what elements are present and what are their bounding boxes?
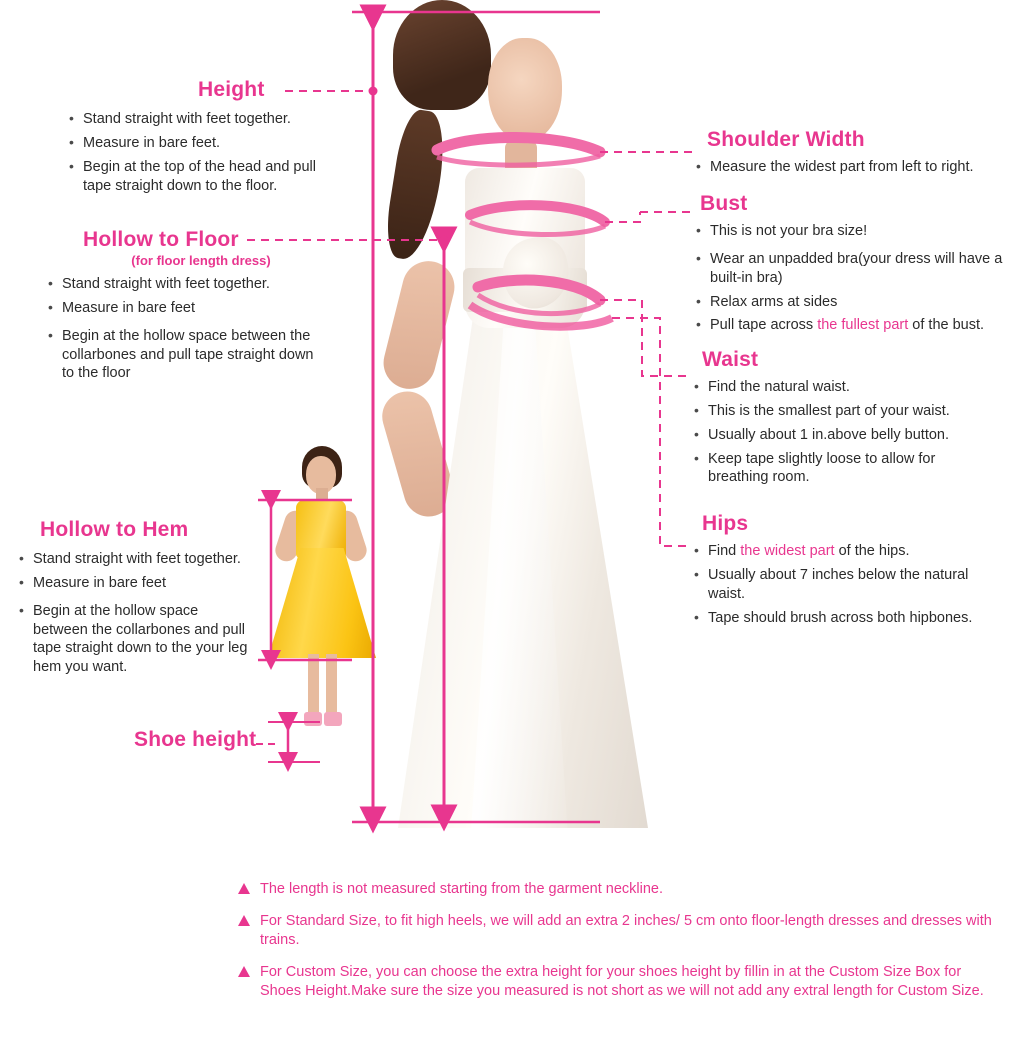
footer-notes — [238, 880, 998, 1014]
bust-bullets — [695, 222, 1007, 335]
hollow-to-floor-bullets — [47, 275, 319, 383]
note-text: For Custom Size, you can choose the extra height for your shoes height by fillin in at the Custom Size Box for Shoes Height.Make sure the size you measured is not short as we will not add any extral length for Custom Size. — [260, 963, 984, 1000]
note-item — [238, 880, 998, 900]
hips-bullets — [693, 542, 993, 627]
list-item: • Measure in bare feet — [18, 574, 248, 593]
list-item: • Wear an unpadded bra(your dress will have a built-in bra) — [695, 250, 1007, 288]
list-item: • Begin at the top of the head and pull tape straight down to the floor. — [68, 158, 343, 196]
shoulder-width-bullets — [695, 158, 1005, 177]
list-item: • Relax arms at sides — [695, 293, 1007, 312]
list-item: • Measure in bare feet — [47, 299, 319, 318]
list-item: • Stand straight with feet together. — [18, 550, 248, 569]
list-item: • Measure the widest part from left to right. — [695, 158, 1005, 177]
warning-triangle-icon — [238, 915, 250, 926]
list-item-hips-widest: • Find the widest part of the hips. — [693, 542, 993, 561]
list-item: • Usually about 7 inches below the natural waist. — [693, 566, 993, 604]
list-item: • Stand straight with feet together. — [68, 110, 343, 129]
list-item: • Usually about 1 in.above belly button. — [693, 426, 993, 445]
bride-illustration — [393, 0, 653, 828]
list-item: • This is the smallest part of your waist. — [693, 402, 993, 421]
height-bullets — [68, 110, 343, 195]
shoulder-width-title: Shoulder Width — [707, 128, 865, 151]
list-item-bust-fullest: • Pull tape across the fullest part of the bust. — [695, 316, 1007, 335]
list-item: • Keep tape slightly loose to allow for breathing room. — [693, 450, 993, 488]
list-item: • Begin at the hollow space between the collarbones and pull tape straight down to the floor — [47, 327, 319, 384]
hips-title: Hips — [702, 512, 749, 535]
note-item — [238, 963, 998, 1002]
hips-section — [702, 512, 993, 632]
shoulder-width-section — [707, 128, 1005, 182]
shoe-height-title: Shoe height — [134, 728, 257, 751]
short-dress-illustration — [262, 440, 382, 720]
list-item: • Stand straight with feet together. — [47, 275, 319, 294]
warning-triangle-icon — [238, 966, 250, 977]
height-section — [83, 78, 343, 200]
hollow-to-hem-section — [33, 518, 248, 682]
waist-title: Waist — [702, 348, 759, 371]
hollow-to-hem-bullets — [18, 550, 248, 677]
list-item: • Begin at the hollow space between the collarbones and pull tape straight down to the your leg hem you want. — [18, 602, 248, 677]
hollow-to-floor-section — [62, 228, 319, 388]
hollow-to-hem-title: Hollow to Hem — [40, 518, 189, 541]
bust-title: Bust — [700, 192, 748, 215]
height-title: Height — [198, 78, 265, 101]
note-text: The length is not measured starting from the garment neckline. — [260, 881, 663, 897]
hollow-to-floor-title: Hollow to Floor — [83, 228, 239, 251]
waist-bullets — [693, 378, 993, 487]
note-text: For Standard Size, to fit high heels, we will add an extra 2 inches/ 5 cm onto floor-length dresses and dresses with trains. — [260, 912, 992, 949]
bust-section — [700, 192, 1007, 340]
note-item — [238, 912, 998, 951]
hollow-to-floor-subtitle: (for floor length dress) — [131, 253, 271, 268]
waist-section — [702, 348, 993, 492]
list-item: • This is not your bra size! — [695, 222, 1007, 241]
warning-triangle-icon — [238, 883, 250, 894]
list-item: • Tape should brush across both hipbones. — [693, 609, 993, 628]
list-item: • Measure in bare feet. — [68, 134, 343, 153]
shoe-height-section — [134, 728, 256, 752]
list-item: • Find the natural waist. — [693, 378, 993, 397]
